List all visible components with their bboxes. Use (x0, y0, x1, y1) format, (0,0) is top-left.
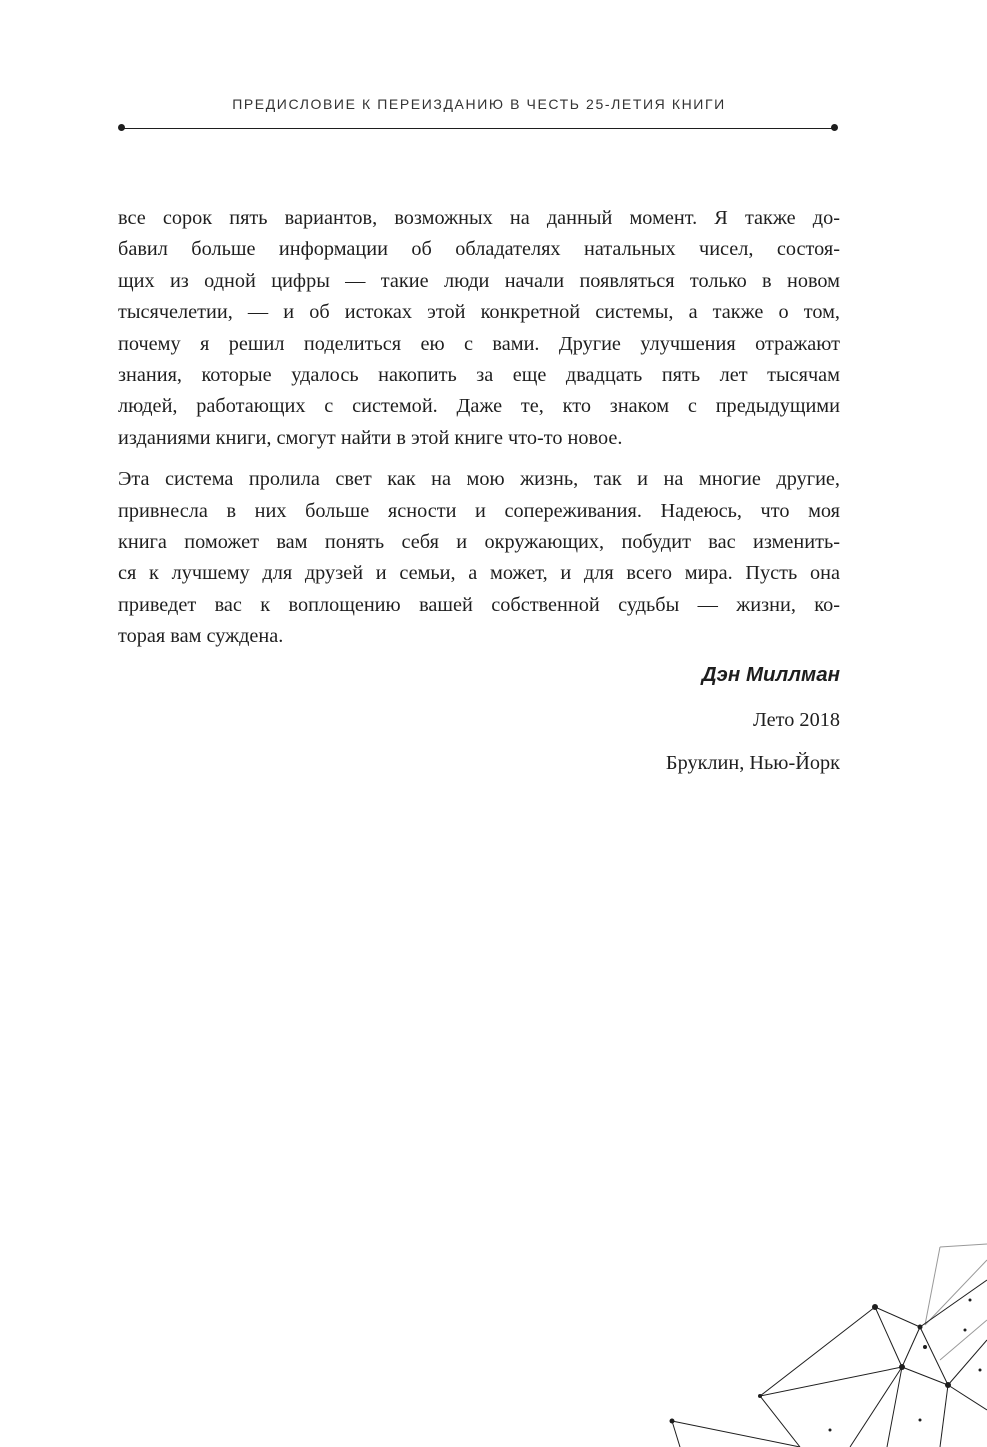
text-line: ся к лучшему для друзей и семьи, а может, и для всего мира. Пусть она (118, 562, 840, 585)
signature-date: Лето 2018 (753, 709, 840, 731)
author-signature: Дэн Миллман (701, 663, 840, 686)
text-line: приведет вас к воплощению вашей собственной судьбы — жизни, ко- (118, 593, 840, 616)
text-line: изданиями книги, смогут найти в этой книге что-то новое. (118, 426, 623, 449)
text-line: щих из одной цифры — такие люди начали появляться только в новом (118, 269, 840, 292)
text-line: книга поможет вам понять себя и окружающих, побудит вас изменить- (118, 531, 840, 554)
text-line: почему я решил поделиться ею с вами. Другие улучшения отражают (118, 332, 840, 355)
signature-place: Бруклин, Нью-Йорк (665, 752, 840, 774)
constellation-decoration (620, 1230, 987, 1447)
text-line: торая вам суждена. (118, 625, 284, 648)
text-line: все сорок пять вариантов, возможных на данный момент. Я также до- (118, 207, 840, 229)
text-line: людей, работающих с системой. Даже те, кто знаком с предыдущими (118, 395, 840, 418)
paragraph-2 (118, 464, 840, 652)
header-rule (121, 128, 835, 129)
body-text (118, 203, 840, 653)
paragraph-1 (118, 203, 840, 454)
text-line: Эта система пролила свет как на мою жизнь, так и на многие другие, (118, 468, 840, 491)
text-line: бавил больше информации об обладателях натальных чисел, состоя- (118, 238, 840, 261)
text-line: знания, которые удалось накопить за еще двадцать пять лет тысячам (118, 364, 840, 387)
running-header: ПРЕДИСЛОВИЕ К ПЕРЕИЗДАНИЮ В ЧЕСТЬ 25-ЛЕТИЯ КНИГИ (232, 96, 726, 112)
text-line: привнесла в них больше ясности и сопереживания. Надеюсь, что моя (118, 499, 840, 522)
text-line: тысячелетии, — и об истоках этой конкретной системы, а также о том, (118, 301, 840, 324)
header-rule-right-dot (831, 124, 838, 131)
